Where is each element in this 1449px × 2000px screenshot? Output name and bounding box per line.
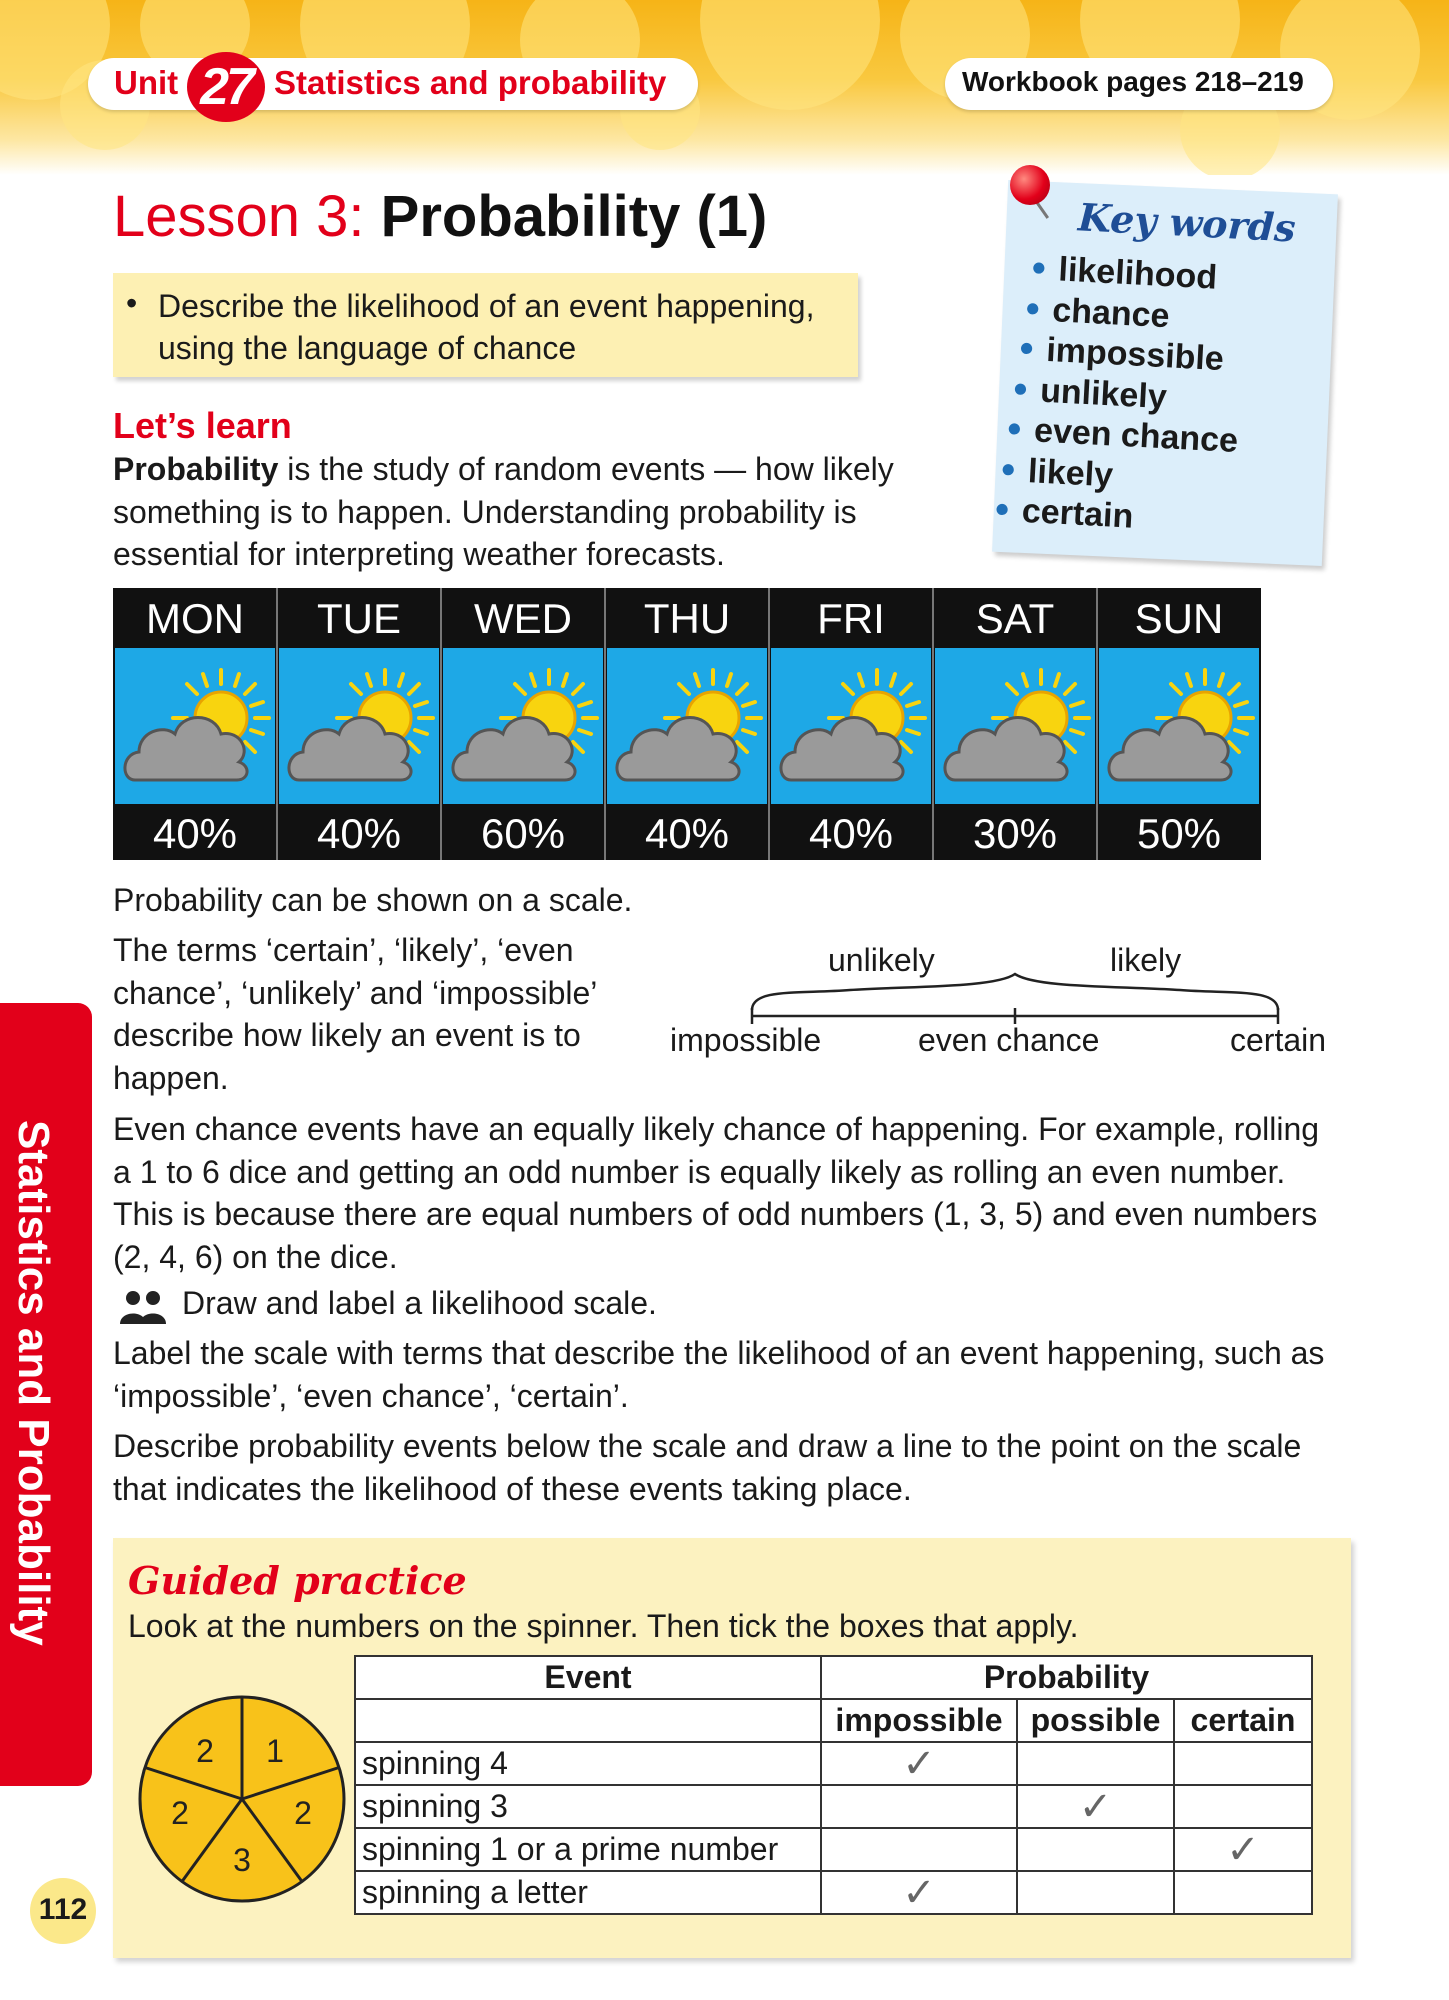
probability-header: Probability (821, 1656, 1312, 1699)
lets-learn-heading: Let’s learn (113, 405, 292, 446)
chance-of-rain: 50% (1136, 810, 1222, 857)
spinner-number: 3 (233, 1842, 251, 1878)
event-cell: spinning a letter (355, 1871, 821, 1914)
tick-mark-icon: ✓ (1078, 1784, 1113, 1829)
tick-box[interactable] (1017, 1828, 1174, 1871)
tick-box[interactable] (1017, 1871, 1174, 1914)
forecast-day (769, 588, 933, 860)
day-label: WED (474, 595, 572, 642)
table-row (355, 1828, 1312, 1871)
forecast-sky (279, 648, 439, 804)
scale-label-impossible: impossible (670, 1022, 822, 1058)
probability-intro-text: is the study of random events — how likely something is to happen. Understanding probability is essential for interpreting weather forecasts. (113, 451, 894, 572)
sun-behind-cloud-icon (285, 662, 435, 797)
tick-mark-icon: ✓ (902, 1870, 936, 1915)
weather-forecast-table (113, 588, 1261, 860)
key-word-label: chance (1051, 290, 1171, 335)
column-divider (440, 588, 442, 860)
tick-box[interactable] (1174, 1742, 1312, 1785)
column-impossible: impossible (821, 1699, 1017, 1742)
event-cell: spinning 1 or a prime number (355, 1828, 821, 1871)
column-divider (604, 588, 606, 860)
bullet-dot: ● (1005, 411, 1024, 443)
page-number: 112 (38, 1893, 88, 1926)
column-divider (276, 588, 278, 860)
bullet-dot: ● (1018, 331, 1036, 363)
table-row (355, 1785, 1312, 1828)
scale-label-likely: likely (1110, 942, 1182, 978)
scale-intro: Probability can be shown on a scale. (113, 882, 633, 918)
column-divider (932, 588, 934, 860)
tick-mark-icon: ✓ (1226, 1827, 1260, 1872)
chance-of-rain: 40% (808, 810, 894, 857)
tick-box[interactable] (1174, 1871, 1312, 1914)
key-word-label: certain (1020, 491, 1135, 536)
tick-box[interactable] (821, 1828, 1017, 1871)
column-divider (768, 588, 770, 860)
spinner-number: 2 (294, 1795, 312, 1831)
event-header: Event (355, 1656, 821, 1699)
even-chance-text: Even chance events have an equally likely chance of happening. For example, rolling a 1 to 6 dice and getting an odd number is equally likely as rolling an even number. This is because there are equal numbers of odd numbers (1, 3, 5) and even numbers (2, 4, 6) on the dice. (113, 1111, 1320, 1275)
chance-of-rain: 40% (316, 810, 402, 857)
forecast-sky (1099, 648, 1259, 804)
spinner-number: 2 (171, 1795, 189, 1831)
sun-behind-cloud-icon (449, 662, 599, 797)
sun-behind-cloud-icon (121, 662, 271, 797)
describe-instructions: Describe probability events below the scale and draw a line to the point on the scale that indicates the likelihood of these events taking place. (113, 1428, 1302, 1507)
column-certain: certain (1174, 1699, 1312, 1742)
tick-mark-icon: ✓ (902, 1741, 936, 1786)
day-label: SUN (1134, 595, 1224, 642)
tick-box[interactable] (821, 1742, 1017, 1785)
table-row (355, 1871, 1312, 1914)
day-label: SAT (975, 595, 1055, 642)
table-row (355, 1742, 1312, 1785)
empty-header-cell (355, 1699, 821, 1742)
event-cell: spinning 4 (355, 1742, 821, 1785)
forecast-sky (771, 648, 931, 804)
objective-bullet: • (126, 285, 138, 321)
label-instructions: Label the scale with terms that describe the likelihood of an event happening, such as ‘impossible’, ‘even chance’, ‘certain’. (113, 1335, 1325, 1414)
event-cell: spinning 3 (355, 1785, 821, 1828)
workbook-pages: Workbook pages 218–219 (962, 66, 1304, 97)
spinner-number: 2 (196, 1733, 214, 1769)
key-word-label: likely (1027, 451, 1115, 495)
unit-number-badge: 27 (187, 52, 265, 122)
side-tab-label: Statistics and Probability (9, 1120, 58, 1646)
pushpin-icon (1010, 165, 1050, 205)
forecast-sky (935, 648, 1095, 804)
scale-label-even-chance: even chance (918, 1022, 1100, 1058)
bullet-dot: ● (1011, 371, 1030, 403)
key-words-title: Key words (1076, 194, 1297, 251)
pair-activity-text: Draw and label a likelihood scale. (182, 1285, 657, 1321)
probability-table (354, 1655, 1313, 1915)
objective-text: Describe the likelihood of an event happening, using the language of chance (158, 288, 815, 366)
pair-work-icon (120, 1290, 166, 1324)
bullet-dot: ● (999, 452, 1017, 483)
bullet-dot: ● (1030, 250, 1048, 282)
scale-label-unlikely: unlikely (828, 942, 935, 978)
forecast-day (933, 588, 1097, 860)
key-word-label: unlikely (1039, 371, 1168, 416)
lesson-name: Probability (1) (380, 184, 768, 249)
unit-title: Statistics and probability (274, 64, 667, 101)
sun-behind-cloud-icon (777, 662, 927, 797)
probability-term: Probability (113, 451, 279, 487)
forecast-day (441, 588, 605, 860)
spinner-number: 1 (266, 1733, 284, 1769)
key-word-label: even chance (1033, 411, 1240, 461)
tick-box[interactable] (1174, 1785, 1312, 1828)
forecast-sky (115, 648, 275, 804)
unit-label: Unit (114, 64, 179, 101)
probability-intro (113, 448, 963, 576)
day-label: FRI (817, 595, 885, 642)
bullet-dot: ● (993, 492, 1011, 524)
tick-box[interactable] (1174, 1828, 1312, 1871)
tick-box[interactable] (821, 1785, 1017, 1828)
guided-practice-title: Guided practice (128, 1558, 467, 1603)
lesson-number: Lesson 3: (113, 184, 365, 249)
key-word-label: impossible (1045, 330, 1225, 379)
forecast-day (605, 588, 769, 860)
column-possible: possible (1017, 1699, 1174, 1742)
forecast-day (277, 588, 441, 860)
sun-behind-cloud-icon (613, 662, 763, 797)
column-divider (1096, 588, 1098, 860)
day-label: TUE (317, 595, 401, 642)
scale-label-certain: certain (1230, 1022, 1327, 1058)
spinner (137, 1694, 347, 1904)
forecast-sky (443, 648, 603, 804)
tick-box[interactable] (1017, 1785, 1174, 1828)
tick-box[interactable] (821, 1871, 1017, 1914)
sun-behind-cloud-icon (1105, 662, 1255, 797)
lesson-title (113, 183, 767, 250)
forecast-day (1097, 588, 1261, 860)
forecast-sky (607, 648, 767, 804)
key-words-list (993, 248, 1247, 542)
bullet-dot: ● (1024, 291, 1042, 323)
forecast-day (113, 588, 277, 860)
tick-box[interactable] (1017, 1742, 1174, 1785)
day-label: MON (146, 595, 244, 642)
scale-braces (752, 974, 1278, 1010)
key-word-label: likelihood (1057, 250, 1219, 297)
sun-behind-cloud-icon (941, 662, 1091, 797)
chance-of-rain: 30% (972, 810, 1058, 857)
chance-of-rain: 40% (152, 810, 238, 857)
likelihood-scale (740, 970, 1300, 1030)
terms-text: The terms ‘certain’, ‘likely’, ‘even chance’, ‘unlikely’ and ‘impossible’ describe how likely an event is to happen. (113, 932, 597, 1096)
chance-of-rain: 40% (644, 810, 730, 857)
day-label: THU (643, 595, 731, 642)
chance-of-rain: 60% (480, 810, 566, 857)
guided-practice-instruction: Look at the numbers on the spinner. Then tick the boxes that apply. (128, 1608, 1079, 1644)
